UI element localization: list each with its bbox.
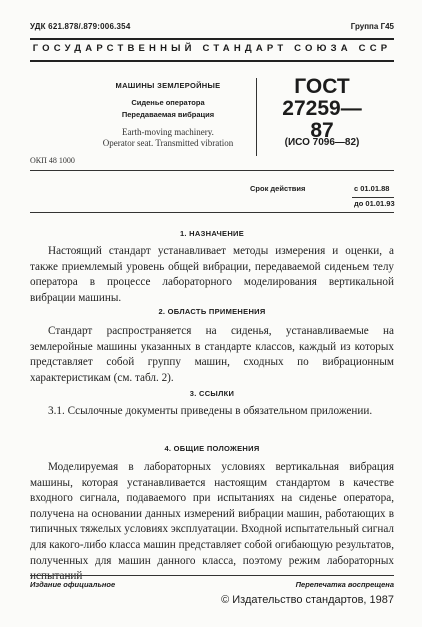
- section-heading-4: 4. ОБЩИЕ ПОЛОЖЕНИЯ: [164, 444, 260, 453]
- gost-designation: [272, 76, 372, 142]
- validity-divider: [352, 197, 394, 198]
- title-divider: [256, 78, 257, 156]
- footer-rule: [30, 575, 394, 576]
- official-edition-label: Издание официальное: [30, 580, 116, 589]
- okp-rule: [30, 170, 394, 171]
- validity-label: Срок действия: [250, 184, 306, 193]
- copyright-notice: © Издательство стандартов, 1987: [221, 594, 394, 606]
- title-block: [88, 81, 248, 119]
- state-standard-banner: ГОСУДАРСТВЕННЫЙ СТАНДАРТ СОЮЗА ССР: [32, 43, 392, 54]
- gost-number: 27259—87: [282, 97, 362, 142]
- title-sub-2: Передаваемая вибрация: [121, 110, 215, 119]
- section-text-4: Моделируемая в лабораторных условиях вертикальная вибрация машины, которая устанавливается настоящим стандартом в качестве входного сигнала, подаваемого при испытаниях на сиденье оператора, получена на основании данных измерений вибрации машин, работающих в типичных тяжелых условиях эксплуатации. Входной испытательный сигнал для какого-либо класса машин представляет собой огибающую результатов, полученных для машин данного класса, поэтому режим лабораторных испытаний: [30, 461, 394, 583]
- udk-code: УДК 621.878/.879:006.354: [30, 22, 131, 31]
- section-text-2: Стандарт распространяется на сиденья, устанавливаемые на землеройные машины указанных в стандарте классов, каждый из которых представляет собой группу машин, сходных по вибрационным характеристикам (см. табл. 2).: [30, 325, 394, 384]
- reprint-prohibited-label: Перепечатка воспрещена: [295, 580, 394, 589]
- okp-code: ОКП 48 1000: [30, 156, 75, 165]
- english-title: [88, 127, 248, 149]
- top-rule: [30, 38, 394, 40]
- section-heading-2: 2. ОБЛАСТЬ ПРИМЕНЕНИЯ: [158, 307, 266, 316]
- banner-rule: [30, 60, 394, 62]
- english-title-line-1: Earth-moving machinery.: [122, 127, 214, 137]
- validity-to: до 01.01.93: [354, 199, 395, 208]
- title-main: МАШИНЫ ЗЕМЛЕРОЙНЫЕ: [115, 81, 221, 90]
- title-sub-1: Сиденье оператора: [131, 98, 205, 107]
- iso-reference: (ИСО 7096—82): [284, 137, 360, 148]
- gost-label: ГОСТ: [294, 75, 350, 98]
- section-text-1: Настоящий стандарт устанавливает методы измерения и оценки, а также приемлемый уровень общей вибрации, передаваемой сиденьем телу оператора в процессе лабораторного моделирования вертикальной вибрации машины.: [30, 245, 394, 304]
- section-heading-1: 1. НАЗНАЧЕНИЕ: [179, 229, 245, 238]
- section-text-3: 3.1. Ссылочные документы приведены в обязательном приложении.: [48, 405, 373, 417]
- english-title-line-2: Operator seat. Transmitted vibration: [102, 138, 234, 148]
- validity-from: с 01.01.88: [354, 184, 390, 193]
- validity-rule: [30, 212, 394, 213]
- section-heading-3: 3. ССЫЛКИ: [189, 389, 235, 398]
- group-code: Группа Г45: [350, 22, 394, 31]
